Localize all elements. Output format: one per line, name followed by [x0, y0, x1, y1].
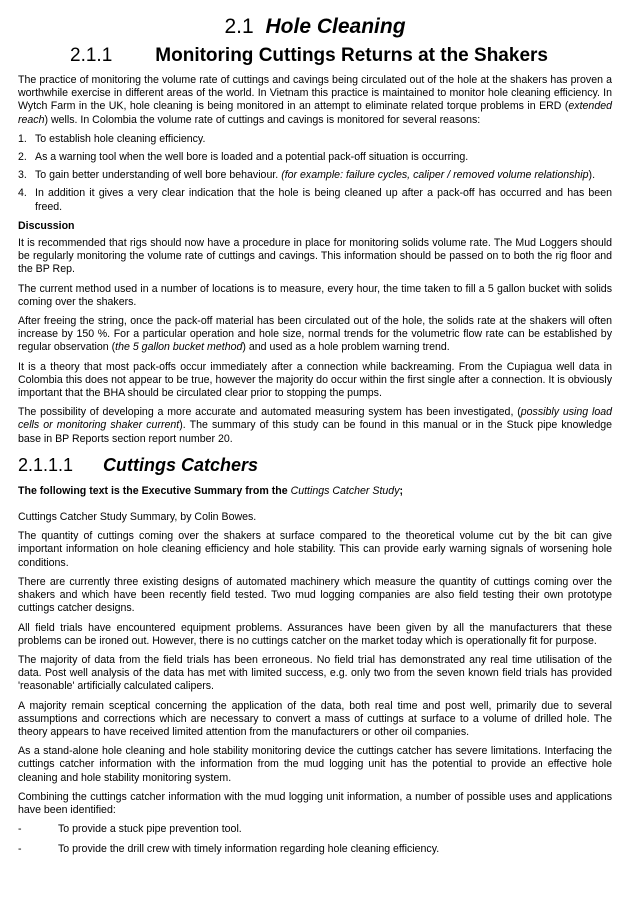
- lead-end: ;: [399, 484, 404, 497]
- list-item: [18, 823, 612, 836]
- subsubsection-title: Cuttings Catchers: [103, 454, 259, 475]
- intro-italic: extended reach: [18, 100, 612, 126]
- list-item: [18, 169, 612, 182]
- lead-italic-text: Cuttings Catcher Study: [290, 484, 400, 497]
- list-text: To provide a stuck pipe prevention tool.: [58, 823, 242, 836]
- catchers-byline: Cuttings Catcher Study Summary, by Colin Bowes.: [18, 511, 257, 524]
- list-text: To establish hole cleaning efficiency.: [35, 132, 206, 145]
- paragraph-text-end: ). The summary of this study can be found in this manual or in the Stuck pipe knowledge base in BP Reports section report number 20.: [18, 419, 612, 445]
- list-italic: (for example: failure cycles, caliper / removed volume relationship: [281, 169, 589, 182]
- section-title: Hole Cleaning: [265, 15, 406, 38]
- paragraph-text: After freeing the string, once the pack-off material has been circulated out of the hole, the solids rate at the shakers will often increase by 150 %. For a particular operation and hole size, normal trends for the volumetric flow rate can be established by regular observation (: [18, 315, 612, 354]
- list-number: 3.: [18, 169, 27, 182]
- subsubsection-number: 2.1.1.1: [18, 454, 74, 475]
- document-page: [18, 14, 612, 864]
- list-item: [18, 151, 612, 164]
- catchers-paragraph: There are currently three existing designs of automated machinery which measure the quantity of cuttings coming over the shakers and which have been recently field tested. Two mud logging companies are also field testing their own prototype cuttings catcher designs.: [18, 575, 612, 615]
- paragraph-text-end: ) and used as a hole problem warning trend.: [242, 341, 450, 354]
- intro-paragraph: [18, 74, 612, 127]
- list-text: To provide the drill crew with timely information regarding hole cleaning efficiency.: [58, 843, 440, 856]
- list-item: [18, 843, 612, 856]
- list-number: 2.: [18, 151, 27, 164]
- intro-text-start: The practice of monitoring the volume rate of cuttings and cavings being circulated out of the hole at the shakers has proven a worthwhile exercise in different areas of the world. In Vietnam this practice is maintained to monitor hole cleaning efficiency. In Wytch Farm in the UK, hole cleaning is being monitored in an attempt to eliminate related torque problems in ERD (: [18, 74, 612, 113]
- subsection-heading: [70, 44, 612, 68]
- list-text: As a warning tool when the well bore is loaded and a potential pack-off situation is occurring.: [35, 151, 469, 164]
- list-number: 1.: [18, 132, 27, 145]
- paragraph-italic: possibly using load cells or monitoring shaker current: [18, 406, 613, 432]
- list-text-end: ).: [588, 169, 596, 182]
- dash-bullet: -: [18, 823, 22, 836]
- catchers-lead: [18, 485, 612, 498]
- list-number: 4.: [18, 187, 27, 200]
- catchers-paragraph: Combining the cuttings catcher information with the mud logging unit information, a number of possible uses and applications have been identified:: [18, 790, 612, 816]
- dash-bullet: -: [18, 843, 22, 856]
- paragraph-text: The possibility of developing a more accurate and automated measuring system has been investigated, (: [18, 406, 521, 419]
- discussion-paragraph-4: It is a theory that most pack-offs occur immediately after a connection while backreaming. From the Cupiagua well data in Colombia this does not appear to be true, however the majority do occur within the first single after a connection. It is obviously important that the BHA should be circulated clear prior to stopping the pumps.: [18, 360, 612, 400]
- list-item: [18, 133, 612, 146]
- uses-list: [18, 823, 612, 856]
- catchers-paragraph: All field trials have encountered equipment problems. Assurances have been given by all the manufacturers that these problems can be ironed out. However, there is no cuttings catcher on the market today which is operationally fit for purpose.: [18, 621, 612, 647]
- reasons-list: [18, 133, 612, 214]
- discussion-paragraph-1: It is recommended that rigs should now have a procedure in place for monitoring solids volume rate. The Mud Loggers should be regularly monitoring the volume rate of cuttings and cavings. This information should be passed on to both the rig floor and the BP Rep.: [18, 237, 612, 276]
- list-item: [18, 187, 612, 213]
- discussion-paragraph-3: [18, 315, 612, 355]
- catchers-paragraph: The majority of data from the field trials has been erroneous. No field trial has demonstrated any real time utilisation of the data. Post well analysis of the data has met with limited success, e.g. only two from the seven known field trials has provided 'reasonable' artificially calculated calipers.: [18, 653, 612, 693]
- subsection-title: Monitoring Cuttings Returns at the Shakers: [155, 45, 548, 66]
- section-number: 2.1: [224, 15, 254, 38]
- catchers-paragraph: A majority remain sceptical concerning the application of the data, both real time and post well, primarily due to several assumptions and corrections which are necessary to convert a mass of cuttings at surface to a volume of drilled hole. The theory appears to have received limited attention from the manufacturers or other oil companies.: [18, 699, 612, 738]
- subsubsection-heading: [18, 454, 612, 476]
- catchers-paragraph: The quantity of cuttings coming over the shakers at surface compared to the theoretical volume cut by the bit can give important information on hole cleaning efficiency and hole stability. This can provide early warning signals of worsening hole conditions.: [18, 530, 612, 569]
- subsection-number: 2.1.1: [70, 45, 113, 66]
- discussion-heading: Discussion: [18, 219, 75, 232]
- discussion-paragraph-2: The current method used in a number of locations is to measure, every hour, the time taken to fill a 5 gallon bucket with solids coming over the shakers.: [18, 282, 612, 308]
- discussion-paragraph-5: [18, 406, 612, 446]
- list-text: In addition it gives a very clear indication that the hole is being cleaned up after a pack-off has occurred and has been freed.: [35, 187, 612, 213]
- catchers-paragraph: As a stand-alone hole cleaning and hole stability monitoring device the cuttings catcher has severe limitations. Interfacing the cuttings catcher information with the information from the mud logging unit has the potential to provide an effective hole cleaning and hole stability monitoring system.: [18, 745, 612, 784]
- intro-text-end: ) wells. In Colombia the volume rate of cuttings and cavings is monitored for several reasons:: [44, 113, 481, 126]
- paragraph-italic: the 5 gallon bucket method: [115, 341, 243, 354]
- list-text: To gain better understanding of well bore behaviour.: [35, 169, 282, 182]
- lead-bold-text: The following text is the Executive Summary from the: [18, 484, 291, 497]
- section-heading: [18, 14, 612, 40]
